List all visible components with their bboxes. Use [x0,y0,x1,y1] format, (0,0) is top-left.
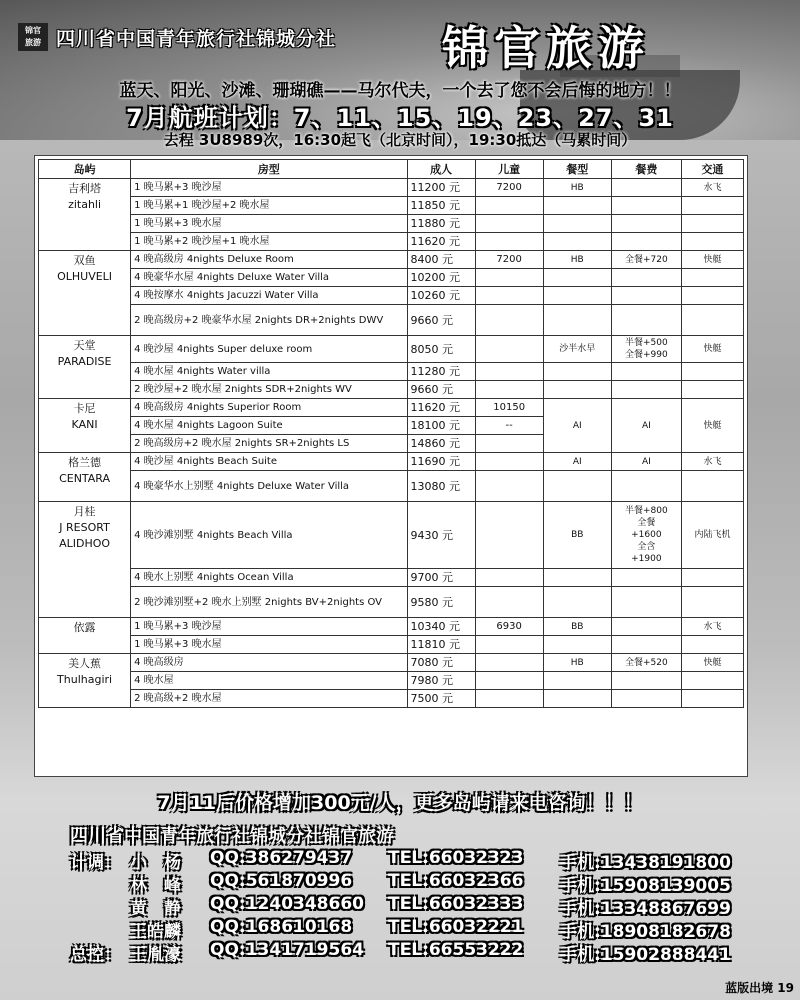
flight-schedule: 7月航班计划：7、11、15、19、23、27、31 [126,104,674,132]
meal-type-cell: HB [543,251,611,269]
room-type-cell: 2 晚高级+2 晚水屋 [131,690,407,708]
meal-type-cell [543,215,611,233]
contact-mobile: 手机:13438191800 [560,853,731,873]
island-cell [39,618,131,654]
adult-price-cell: 8050 元 [407,336,475,363]
meal-fee-cell [611,672,681,690]
island-name-line: 依露 [73,621,96,634]
table-row [39,287,744,305]
adult-price-cell: 11620 元 [407,233,475,251]
transport-cell: 水飞 [681,179,743,197]
transport-cell: 水飞 [681,618,743,636]
room-type-cell: 1 晚马累+3 晚沙屋 [131,179,407,197]
table-row [39,690,744,708]
contact-role: 总控： [70,945,121,965]
col-header-transport: 交通 [681,160,743,179]
contact-mobile: 手机:13348867699 [560,899,731,919]
room-type-cell: 2 晚高级房+2 晚豪华水屋 2nights DR+2nights DWV [131,305,407,336]
adult-price-cell: 11200 元 [407,179,475,197]
island-name-line: PARADISE [57,355,112,368]
logo-line-1: 锦官 [25,26,41,35]
island-name-line: 格兰德 [68,456,102,469]
transport-cell [681,269,743,287]
meal-type-cell [543,197,611,215]
contact-row [70,940,770,965]
meal-type-cell: AI [543,399,611,453]
meal-type-cell: 沙半水早 [543,336,611,363]
meal-fee-cell [611,251,681,269]
col-header-adult: 成人 [407,160,475,179]
transport-cell [681,197,743,215]
meal-fee-cell [611,587,681,618]
child-price-cell [475,654,543,672]
meal-fee-line: 全餐+990 [624,350,668,360]
adult-price-cell: 10260 元 [407,287,475,305]
meal-fee-cell [611,269,681,287]
adult-price-cell: 7080 元 [407,654,475,672]
child-price-cell [475,502,543,569]
meal-fee-cell [611,636,681,654]
adult-price-cell: 7980 元 [407,672,475,690]
child-price-cell: 10150 [475,399,543,417]
island-cell [39,453,131,502]
meal-fee-line: AI [641,456,651,467]
header-bar [18,22,336,52]
child-price-cell [475,672,543,690]
meal-fee-line: 全餐+520 [624,657,668,668]
adult-price-cell: 7500 元 [407,690,475,708]
transport-cell: 水飞 [681,453,743,471]
contact-row [70,894,770,919]
meal-fee-cell [611,502,681,569]
child-price-cell [475,690,543,708]
child-price-cell [475,197,543,215]
room-type-cell: 1 晚马累+3 晚水屋 [131,215,407,233]
child-price-cell [475,435,543,453]
room-type-cell: 4 晚水上别墅 4nights Ocean Villa [131,569,407,587]
island-name-line: KANI [71,418,98,431]
transport-cell: 快艇 [681,336,743,363]
room-type-cell: 4 晚按摩水 4nights Jacuzzi Water Villa [131,287,407,305]
table-row [39,654,744,672]
island-name-line: OLHUVELI [57,270,113,283]
meal-type-cell [543,672,611,690]
meal-fee-line: 半餐+800 [624,506,668,516]
child-price-cell: 6930 [475,618,543,636]
child-price-cell [475,233,543,251]
contact-tel: TEL:66032333 [388,894,524,914]
table-row [39,569,744,587]
meal-type-cell [543,305,611,336]
meal-fee-line: +1600 [631,530,662,540]
table-row [39,502,744,569]
table-row [39,453,744,471]
table-row [39,251,744,269]
agency-logo [18,23,48,51]
col-header-room: 房型 [131,160,407,179]
contact-name: 黄 静 [130,899,181,919]
price-notice: 7月11后价格增加300元/人，更多岛屿请来电咨询！！！ [157,792,643,814]
meal-type-cell [543,636,611,654]
table-body [39,179,744,708]
meal-type-cell [543,363,611,381]
meal-type-cell [543,587,611,618]
island-cell [39,336,131,399]
slogan: 蓝天、阳光、沙滩、珊瑚礁——马尔代夫，一个去了您不会后悔的地方！！ [119,81,681,101]
meal-type-cell: BB [543,618,611,636]
meal-fee-cell [611,453,681,471]
island-name-line: 吉利塔 [68,182,102,195]
table-header-row [39,160,744,179]
island-name-line: CENTARA [59,472,111,485]
meal-type-cell: AI [543,453,611,471]
room-type-cell: 1 晚马累+3 晚水屋 [131,636,407,654]
island-cell [39,251,131,336]
meal-fee-cell [611,233,681,251]
contact-qq: QQ:168610168 [210,917,353,937]
island-cell [39,399,131,453]
transport-cell [681,363,743,381]
agency-name: 四川省中国青年旅行社锦城分社 [56,27,337,50]
contact-row [70,871,770,896]
island-name-line: 卡尼 [73,402,96,415]
contact-qq: QQ:1240348660 [210,894,364,914]
adult-price-cell: 11850 元 [407,197,475,215]
child-price-cell [475,381,543,399]
adult-price-cell: 9430 元 [407,502,475,569]
contact-name: 林 峰 [130,876,181,896]
contact-name: 王皓麟 [130,922,181,942]
adult-price-cell: 8400 元 [407,251,475,269]
room-type-cell: 4 晚沙屋 4nights Super deluxe room [131,336,407,363]
meal-fee-cell [611,618,681,636]
adult-price-cell: 11280 元 [407,363,475,381]
meal-type-cell [543,471,611,502]
transport-cell [681,690,743,708]
child-price-cell [475,453,543,471]
child-price-cell [475,363,543,381]
transport-cell [681,672,743,690]
transport-cell [681,587,743,618]
page-footer: 蓝版出境 19 [725,981,794,995]
logo-line-2: 旅游 [25,38,41,47]
meal-fee-cell [611,381,681,399]
adult-price-cell: 9660 元 [407,381,475,399]
child-price-cell: 7200 [475,251,543,269]
island-cell [39,179,131,251]
room-type-cell: 4 晚豪华水上别墅 4nights Deluxe Water Villa [131,471,407,502]
child-price-cell [475,269,543,287]
meal-type-cell [543,269,611,287]
contact-row [70,848,770,873]
room-type-cell: 4 晚高级房 4nights Superior Room [131,399,407,417]
meal-fee-cell [611,569,681,587]
meal-type-cell [543,569,611,587]
adult-price-cell: 9580 元 [407,587,475,618]
contact-title: 四川省中国青年旅行社锦城分社锦官旅游 [70,826,394,847]
room-type-cell: 1 晚马累+2 晚沙屋+1 晚水屋 [131,233,407,251]
island-name-line: ALIDHOO [59,537,111,550]
transport-cell: 快艇 [681,399,743,453]
island-cell [39,654,131,708]
transport-cell [681,569,743,587]
room-type-cell: 4 晚沙屋 4nights Beach Suite [131,453,407,471]
room-type-cell: 4 晚沙滩别墅 4nights Beach Villa [131,502,407,569]
table-row [39,179,744,197]
transport-cell [681,471,743,502]
adult-price-cell: 14860 元 [407,435,475,453]
contact-qq: QQ:1341719564 [210,940,364,960]
child-price-cell [475,287,543,305]
room-type-cell: 1 晚马累+3 晚沙屋 [131,618,407,636]
meal-fee-line: 全餐 [637,518,656,528]
adult-price-cell: 9700 元 [407,569,475,587]
room-type-cell: 4 晚水屋 4nights Lagoon Suite [131,417,407,435]
room-type-cell: 4 晚豪华水屋 4nights Deluxe Water Villa [131,269,407,287]
child-price-cell: 7200 [475,179,543,197]
transport-cell: 内陆飞机 [681,502,743,569]
meal-fee-line: +1900 [631,554,662,564]
island-name-line: 天堂 [73,339,96,352]
meal-type-cell [543,381,611,399]
contact-mobile: 手机:18908182678 [560,922,731,942]
adult-price-cell: 11620 元 [407,399,475,417]
col-header-child: 儿童 [475,160,543,179]
island-name-line: J RESORT [59,521,110,534]
table-row [39,233,744,251]
child-price-cell [475,471,543,502]
meal-fee-cell [611,471,681,502]
contact-role: 计调： [70,853,121,873]
transport-cell [681,305,743,336]
contact-row [70,917,770,942]
contact-qq: QQ:386279437 [210,848,353,868]
transport-cell: 快艇 [681,251,743,269]
child-price-cell [475,305,543,336]
adult-price-cell: 10200 元 [407,269,475,287]
brand-title: 锦官旅游 [442,21,650,75]
room-type-cell: 4 晚高级房 4nights Deluxe Room [131,251,407,269]
meal-fee-cell [611,305,681,336]
table-row [39,269,744,287]
meal-fee-line: AI [641,420,651,431]
contact-tel: TEL:66032366 [388,871,524,891]
transport-cell: 快艇 [681,654,743,672]
room-type-cell: 1 晚马累+1 晚沙屋+2 晚水屋 [131,197,407,215]
child-price-cell [475,215,543,233]
adult-price-cell: 18100 元 [407,417,475,435]
table-row [39,381,744,399]
room-type-cell: 2 晚高级房+2 晚水屋 2nights SR+2nights LS [131,435,407,453]
adult-price-cell: 13080 元 [407,471,475,502]
transport-cell [681,287,743,305]
price-table-panel [34,155,748,777]
table-row [39,587,744,618]
transport-cell [681,381,743,399]
island-name-line: 双鱼 [73,254,96,267]
room-type-cell: 4 晚水屋 4nights Water villa [131,363,407,381]
table-row [39,618,744,636]
island-name-line: Thulhagiri [57,673,113,686]
adult-price-cell: 11810 元 [407,636,475,654]
contact-mobile: 手机:15908139005 [560,876,731,896]
table-row [39,215,744,233]
meal-fee-line: 全餐+720 [624,254,668,265]
room-type-cell: 4 晚水屋 [131,672,407,690]
table-row [39,399,744,417]
transport-cell [681,636,743,654]
contact-name: 王胤濠 [130,945,181,965]
contact-section [50,814,730,964]
meal-fee-cell [611,215,681,233]
meal-fee-cell [611,179,681,197]
adult-price-cell: 10340 元 [407,618,475,636]
child-price-cell [475,336,543,363]
island-name-line: zitahli [68,198,102,211]
meal-fee-cell [611,690,681,708]
child-price-cell [475,587,543,618]
room-type-cell: 2 晚沙屋+2 晚水屋 2nights SDR+2nights WV [131,381,407,399]
meal-fee-line: 全含 [637,542,656,552]
col-header-island: 岛屿 [39,160,131,179]
adult-price-cell: 11690 元 [407,453,475,471]
table-row [39,305,744,336]
room-type-cell: 4 晚高级房 [131,654,407,672]
child-price-cell [475,636,543,654]
table-row [39,471,744,502]
contact-name: 小 杨 [130,853,181,873]
table-row [39,636,744,654]
price-table [38,159,744,708]
col-header-meal: 餐型 [543,160,611,179]
table-row [39,336,744,363]
meal-type-cell: BB [543,502,611,569]
meal-type-cell [543,287,611,305]
meal-fee-line: 半餐+500 [624,338,668,348]
child-price-cell: -- [475,417,543,435]
contact-tel: TEL:66032323 [388,848,524,868]
meal-fee-cell [611,399,681,453]
transport-cell [681,215,743,233]
meal-fee-cell [611,654,681,672]
contact-mobile: 手机:15902888441 [560,945,731,965]
island-name-line: 美人蕉 [68,657,102,670]
island-name-line: 月桂 [73,505,96,518]
col-header-fee: 餐费 [611,160,681,179]
meal-type-cell: HB [543,179,611,197]
table-row [39,363,744,381]
meal-fee-cell [611,287,681,305]
transport-cell [681,233,743,251]
adult-price-cell: 11880 元 [407,215,475,233]
adult-price-cell: 9660 元 [407,305,475,336]
contact-qq: QQ:561870996 [210,871,353,891]
table-row [39,197,744,215]
island-cell [39,502,131,618]
meal-fee-cell [611,336,681,363]
room-type-cell: 2 晚沙滩别墅+2 晚水上别墅 2nights BV+2nights OV [131,587,407,618]
meal-type-cell [543,690,611,708]
flight-route: 去程 3U8989次，16:30起飞（北京时间），19:30抵达（马累时间） [163,131,637,149]
meal-fee-cell [611,197,681,215]
contact-tel: TEL:66553222 [388,940,524,960]
contact-tel: TEL:66032221 [388,917,524,937]
meal-fee-cell [611,363,681,381]
meal-type-cell: HB [543,654,611,672]
meal-type-cell [543,233,611,251]
table-row [39,672,744,690]
child-price-cell [475,569,543,587]
